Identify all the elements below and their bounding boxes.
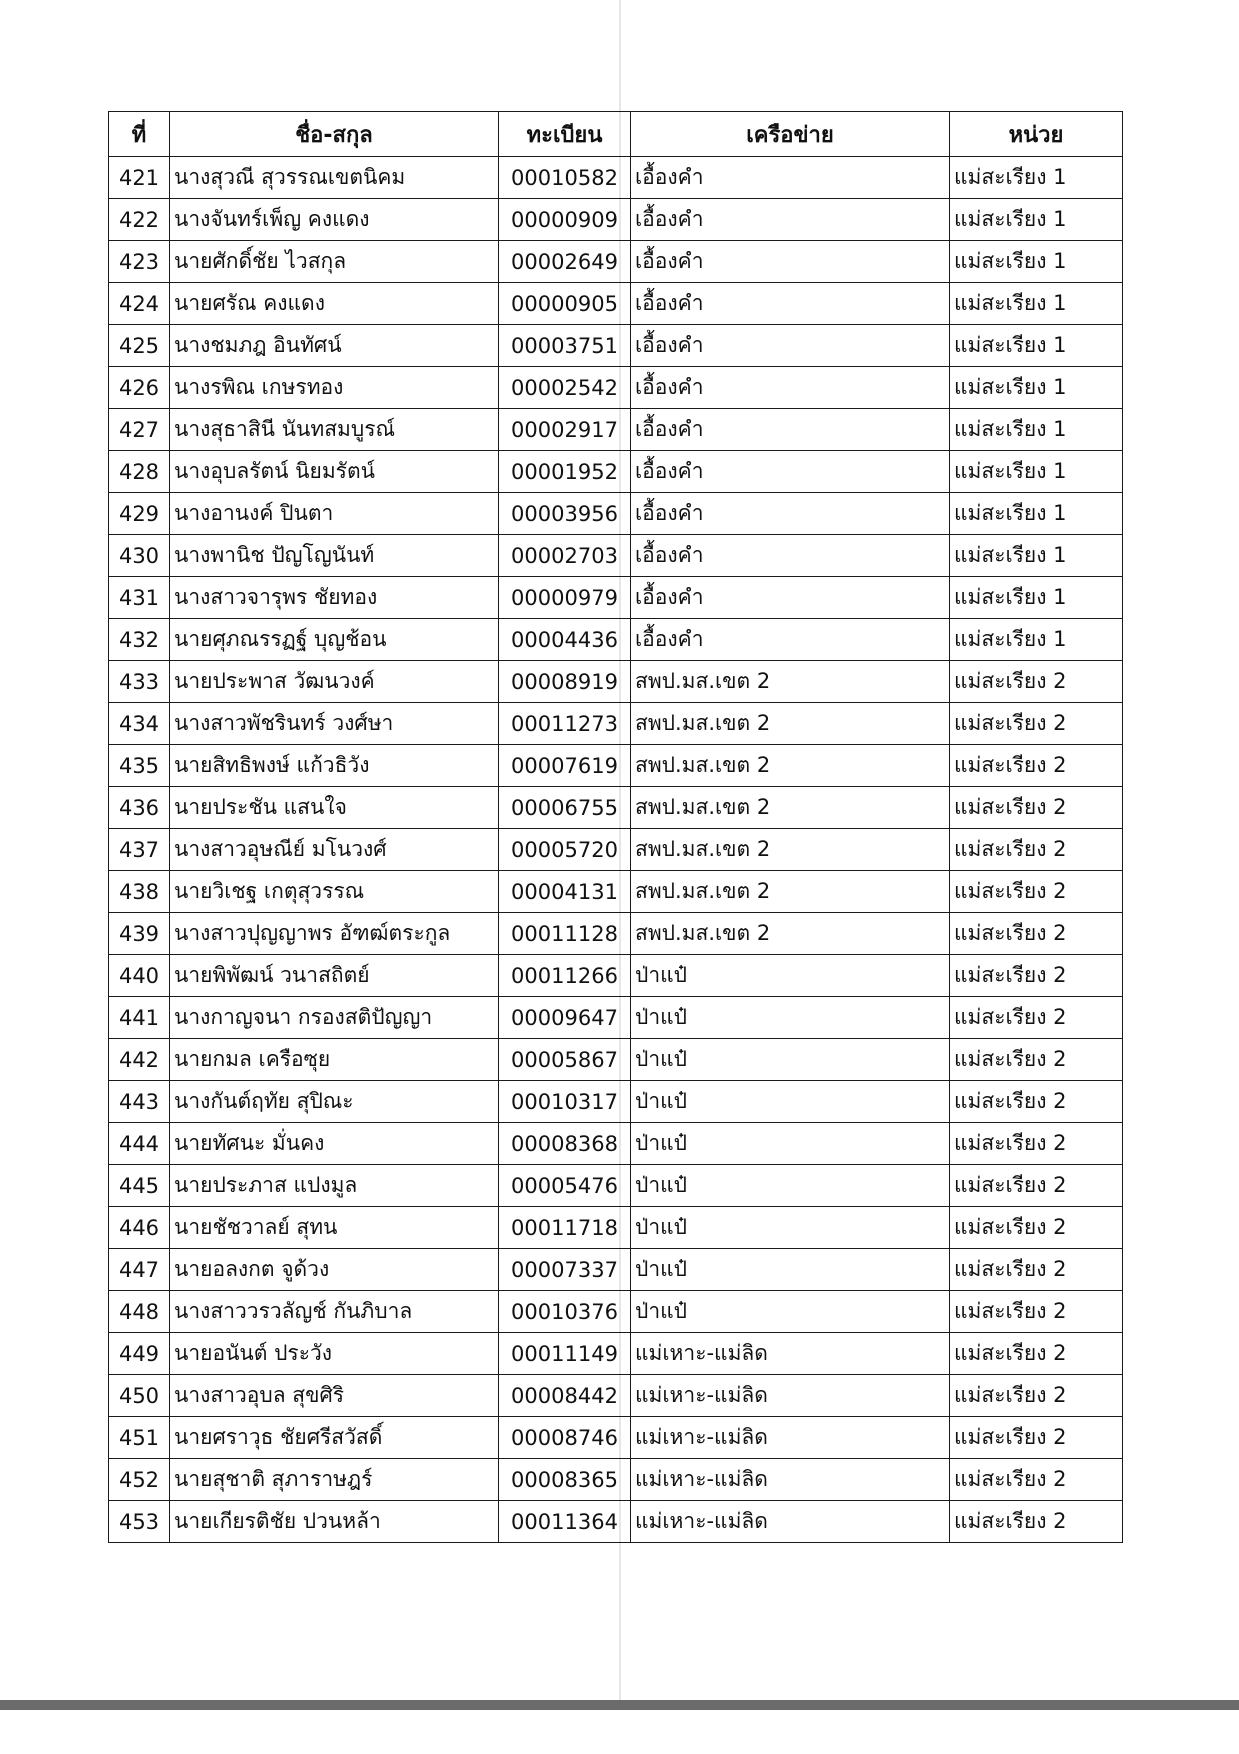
table-row	[109, 325, 1123, 367]
cell-registration: 00000979	[499, 577, 631, 619]
cell-name: นายสิทธิพงษ์ แก้วธิวัง	[170, 745, 499, 787]
cell-name: นางสาวอุบล สุขศิริ	[170, 1375, 499, 1417]
cell-no: 444	[109, 1123, 170, 1165]
cell-network: ป่าแป๋	[631, 1165, 950, 1207]
cell-name: นายเกียรติชัย ปวนหล้า	[170, 1501, 499, 1543]
cell-network: ป่าแป๋	[631, 1249, 950, 1291]
cell-name: นายประชัน แสนใจ	[170, 787, 499, 829]
cell-registration: 00004436	[499, 619, 631, 661]
cell-network: สพป.มส.เขต 2	[631, 745, 950, 787]
cell-network: ป่าแป๋	[631, 1081, 950, 1123]
cell-unit: แม่สะเรียง 2	[950, 661, 1123, 703]
cell-name: นางสาวพัชรินทร์ วงศ์ษา	[170, 703, 499, 745]
cell-name: นางกาญจนา กรองสติปัญญา	[170, 997, 499, 1039]
cell-registration: 00008365	[499, 1459, 631, 1501]
table-row	[109, 1207, 1123, 1249]
header-registration: ทะเบียน	[499, 112, 631, 157]
table-row	[109, 955, 1123, 997]
cell-name: นายชัชวาลย์ สุทน	[170, 1207, 499, 1249]
cell-unit: แม่สะเรียง 2	[950, 1249, 1123, 1291]
cell-network: เอื้องคำ	[631, 619, 950, 661]
cell-unit: แม่สะเรียง 1	[950, 535, 1123, 577]
cell-registration: 00011718	[499, 1207, 631, 1249]
cell-name: นายประพาส วัฒนวงค์	[170, 661, 499, 703]
cell-registration: 00005476	[499, 1165, 631, 1207]
cell-network: สพป.มส.เขต 2	[631, 703, 950, 745]
table-row	[109, 661, 1123, 703]
cell-registration: 00002542	[499, 367, 631, 409]
cell-registration: 00008746	[499, 1417, 631, 1459]
cell-network: เอื้องคำ	[631, 367, 950, 409]
cell-registration: 00001952	[499, 451, 631, 493]
table-row	[109, 283, 1123, 325]
table-row	[109, 703, 1123, 745]
cell-unit: แม่สะเรียง 2	[950, 745, 1123, 787]
table-row	[109, 1459, 1123, 1501]
table-row	[109, 871, 1123, 913]
cell-no: 443	[109, 1081, 170, 1123]
cell-name: นางสาวปุญญาพร อัฑฒ์ตระกูล	[170, 913, 499, 955]
table-row	[109, 1123, 1123, 1165]
cell-registration: 00005720	[499, 829, 631, 871]
cell-no: 440	[109, 955, 170, 997]
cell-unit: แม่สะเรียง 2	[950, 1459, 1123, 1501]
cell-registration: 00010317	[499, 1081, 631, 1123]
cell-name: นางสาวจารุพร ชัยทอง	[170, 577, 499, 619]
cell-registration: 00008919	[499, 661, 631, 703]
table-row	[109, 1039, 1123, 1081]
table-row	[109, 493, 1123, 535]
cell-network: สพป.มส.เขต 2	[631, 829, 950, 871]
cell-no: 436	[109, 787, 170, 829]
cell-name: นายศักดิ์ชัย ไวสกุล	[170, 241, 499, 283]
cell-registration: 00002703	[499, 535, 631, 577]
cell-registration: 00003751	[499, 325, 631, 367]
cell-name: นางจันทร์เพ็ญ คงแดง	[170, 199, 499, 241]
table-row	[109, 1501, 1123, 1543]
table-row	[109, 199, 1123, 241]
cell-no: 434	[109, 703, 170, 745]
cell-no: 429	[109, 493, 170, 535]
cell-name: นางรพิณ เกษรทอง	[170, 367, 499, 409]
cell-unit: แม่สะเรียง 2	[950, 871, 1123, 913]
header-unit: หน่วย	[950, 112, 1123, 157]
cell-name: นางอุบลรัตน์ นิยมรัตน์	[170, 451, 499, 493]
cell-unit: แม่สะเรียง 1	[950, 451, 1123, 493]
cell-unit: แม่สะเรียง 1	[950, 493, 1123, 535]
cell-network: สพป.มส.เขต 2	[631, 661, 950, 703]
cell-registration: 00002917	[499, 409, 631, 451]
cell-network: แม่เหาะ-แม่ลิด	[631, 1375, 950, 1417]
cell-name: นายทัศนะ มั่นคง	[170, 1123, 499, 1165]
cell-name: นางสาวอุษณีย์ มโนวงศ์	[170, 829, 499, 871]
cell-network: แม่เหาะ-แม่ลิด	[631, 1333, 950, 1375]
cell-network: ป่าแป๋	[631, 955, 950, 997]
cell-no: 442	[109, 1039, 170, 1081]
cell-registration: 00007337	[499, 1249, 631, 1291]
cell-registration: 00006755	[499, 787, 631, 829]
cell-unit: แม่สะเรียง 2	[950, 1039, 1123, 1081]
scan-border-bar	[0, 1700, 1239, 1710]
table-header-row	[109, 112, 1123, 157]
header-no: ที่	[109, 112, 170, 157]
cell-unit: แม่สะเรียง 1	[950, 409, 1123, 451]
cell-network: แม่เหาะ-แม่ลิด	[631, 1417, 950, 1459]
cell-no: 430	[109, 535, 170, 577]
cell-network: เอื้องคำ	[631, 493, 950, 535]
table-row	[109, 913, 1123, 955]
table-row	[109, 1417, 1123, 1459]
table-row	[109, 997, 1123, 1039]
cell-registration: 00011149	[499, 1333, 631, 1375]
member-table	[108, 111, 1123, 1543]
table-body	[109, 157, 1123, 1543]
table-row	[109, 1333, 1123, 1375]
cell-name: นางสุธาสินี นันทสมบูรณ์	[170, 409, 499, 451]
cell-registration: 00011364	[499, 1501, 631, 1543]
cell-name: นายวิเชฐ เกตุสุวรรณ	[170, 871, 499, 913]
cell-unit: แม่สะเรียง 2	[950, 955, 1123, 997]
cell-name: นายพิพัฒน์ วนาสถิตย์	[170, 955, 499, 997]
cell-no: 424	[109, 283, 170, 325]
cell-no: 448	[109, 1291, 170, 1333]
cell-no: 446	[109, 1207, 170, 1249]
cell-registration: 00000905	[499, 283, 631, 325]
cell-registration: 00011128	[499, 913, 631, 955]
cell-no: 449	[109, 1333, 170, 1375]
cell-name: นายประภาส แปงมูล	[170, 1165, 499, 1207]
cell-registration: 00011273	[499, 703, 631, 745]
cell-registration: 00003956	[499, 493, 631, 535]
cell-network: ป่าแป๋	[631, 1207, 950, 1249]
cell-registration: 00005867	[499, 1039, 631, 1081]
cell-name: นายศราวุธ ชัยศรีสวัสดิ์	[170, 1417, 499, 1459]
cell-no: 425	[109, 325, 170, 367]
cell-name: นางกันต์ฤทัย สุปิณะ	[170, 1081, 499, 1123]
cell-no: 447	[109, 1249, 170, 1291]
cell-network: แม่เหาะ-แม่ลิด	[631, 1459, 950, 1501]
cell-registration: 00010376	[499, 1291, 631, 1333]
cell-unit: แม่สะเรียง 1	[950, 577, 1123, 619]
cell-no: 441	[109, 997, 170, 1039]
cell-network: สพป.มส.เขต 2	[631, 787, 950, 829]
cell-network: ป่าแป๋	[631, 997, 950, 1039]
cell-no: 438	[109, 871, 170, 913]
cell-registration: 00004131	[499, 871, 631, 913]
cell-unit: แม่สะเรียง 1	[950, 325, 1123, 367]
table-row	[109, 451, 1123, 493]
cell-registration: 00011266	[499, 955, 631, 997]
cell-unit: แม่สะเรียง 2	[950, 829, 1123, 871]
cell-unit: แม่สะเรียง 2	[950, 997, 1123, 1039]
cell-network: เอื้องคำ	[631, 409, 950, 451]
cell-unit: แม่สะเรียง 1	[950, 367, 1123, 409]
table-row	[109, 1165, 1123, 1207]
cell-network: เอื้องคำ	[631, 283, 950, 325]
cell-name: นางอานงค์ ปินตา	[170, 493, 499, 535]
cell-no: 451	[109, 1417, 170, 1459]
cell-unit: แม่สะเรียง 2	[950, 1081, 1123, 1123]
table-row	[109, 1375, 1123, 1417]
cell-no: 423	[109, 241, 170, 283]
cell-no: 435	[109, 745, 170, 787]
cell-no: 439	[109, 913, 170, 955]
cell-name: นางสาววรวลัญช์ กันภิบาล	[170, 1291, 499, 1333]
cell-name: นางสุวณี สุวรรณเขตนิคม	[170, 157, 499, 199]
cell-unit: แม่สะเรียง 2	[950, 1375, 1123, 1417]
cell-registration: 00002649	[499, 241, 631, 283]
cell-unit: แม่สะเรียง 1	[950, 199, 1123, 241]
cell-no: 421	[109, 157, 170, 199]
cell-network: สพป.มส.เขต 2	[631, 871, 950, 913]
cell-unit: แม่สะเรียง 2	[950, 1165, 1123, 1207]
cell-no: 450	[109, 1375, 170, 1417]
cell-unit: แม่สะเรียง 2	[950, 1207, 1123, 1249]
table-row	[109, 829, 1123, 871]
cell-network: เอื้องคำ	[631, 157, 950, 199]
table-row	[109, 157, 1123, 199]
cell-no: 452	[109, 1459, 170, 1501]
cell-network: เอื้องคำ	[631, 577, 950, 619]
cell-network: เอื้องคำ	[631, 241, 950, 283]
cell-registration: 00007619	[499, 745, 631, 787]
cell-name: นายกมล เครือซุย	[170, 1039, 499, 1081]
cell-no: 428	[109, 451, 170, 493]
table-row	[109, 535, 1123, 577]
cell-network: เอื้องคำ	[631, 199, 950, 241]
table-row	[109, 745, 1123, 787]
table-row	[109, 1291, 1123, 1333]
table-row	[109, 787, 1123, 829]
cell-unit: แม่สะเรียง 1	[950, 157, 1123, 199]
cell-unit: แม่สะเรียง 1	[950, 283, 1123, 325]
cell-name: นางชมภฎ อินทัศน์	[170, 325, 499, 367]
cell-network: สพป.มส.เขต 2	[631, 913, 950, 955]
table-row	[109, 367, 1123, 409]
cell-no: 432	[109, 619, 170, 661]
cell-registration: 00008368	[499, 1123, 631, 1165]
table-row	[109, 241, 1123, 283]
cell-registration: 00000909	[499, 199, 631, 241]
header-network: เครือข่าย	[631, 112, 950, 157]
cell-network: ป่าแป๋	[631, 1291, 950, 1333]
cell-no: 437	[109, 829, 170, 871]
cell-name: นายอนันต์ ประวัง	[170, 1333, 499, 1375]
cell-name: นายศุภณรรฏฐ์ บุญช้อน	[170, 619, 499, 661]
table-row	[109, 1249, 1123, 1291]
cell-name: นางพานิช ปัญโญนันท์	[170, 535, 499, 577]
cell-no: 445	[109, 1165, 170, 1207]
cell-unit: แม่สะเรียง 2	[950, 1501, 1123, 1543]
table-row	[109, 1081, 1123, 1123]
cell-no: 431	[109, 577, 170, 619]
cell-unit: แม่สะเรียง 2	[950, 1291, 1123, 1333]
cell-registration: 00008442	[499, 1375, 631, 1417]
cell-unit: แม่สะเรียง 2	[950, 787, 1123, 829]
cell-unit: แม่สะเรียง 2	[950, 1123, 1123, 1165]
header-name: ชื่อ-สกุล	[170, 112, 499, 157]
cell-network: แม่เหาะ-แม่ลิด	[631, 1501, 950, 1543]
cell-registration: 00009647	[499, 997, 631, 1039]
cell-network: เอื้องคำ	[631, 535, 950, 577]
cell-unit: แม่สะเรียง 2	[950, 1417, 1123, 1459]
cell-no: 433	[109, 661, 170, 703]
cell-no: 422	[109, 199, 170, 241]
cell-unit: แม่สะเรียง 1	[950, 241, 1123, 283]
cell-name: นายศรัณ คงแดง	[170, 283, 499, 325]
cell-unit: แม่สะเรียง 1	[950, 619, 1123, 661]
cell-name: นายสุชาติ สุภาราษฎร์	[170, 1459, 499, 1501]
cell-no: 426	[109, 367, 170, 409]
cell-unit: แม่สะเรียง 2	[950, 913, 1123, 955]
cell-network: ป่าแป๋	[631, 1123, 950, 1165]
cell-unit: แม่สะเรียง 2	[950, 703, 1123, 745]
cell-network: ป่าแป๋	[631, 1039, 950, 1081]
cell-no: 453	[109, 1501, 170, 1543]
cell-no: 427	[109, 409, 170, 451]
cell-network: เอื้องคำ	[631, 451, 950, 493]
cell-unit: แม่สะเรียง 2	[950, 1333, 1123, 1375]
table-row	[109, 409, 1123, 451]
cell-network: เอื้องคำ	[631, 325, 950, 367]
cell-name: นายอลงกต จูด้วง	[170, 1249, 499, 1291]
table-row	[109, 577, 1123, 619]
table-row	[109, 619, 1123, 661]
cell-registration: 00010582	[499, 157, 631, 199]
